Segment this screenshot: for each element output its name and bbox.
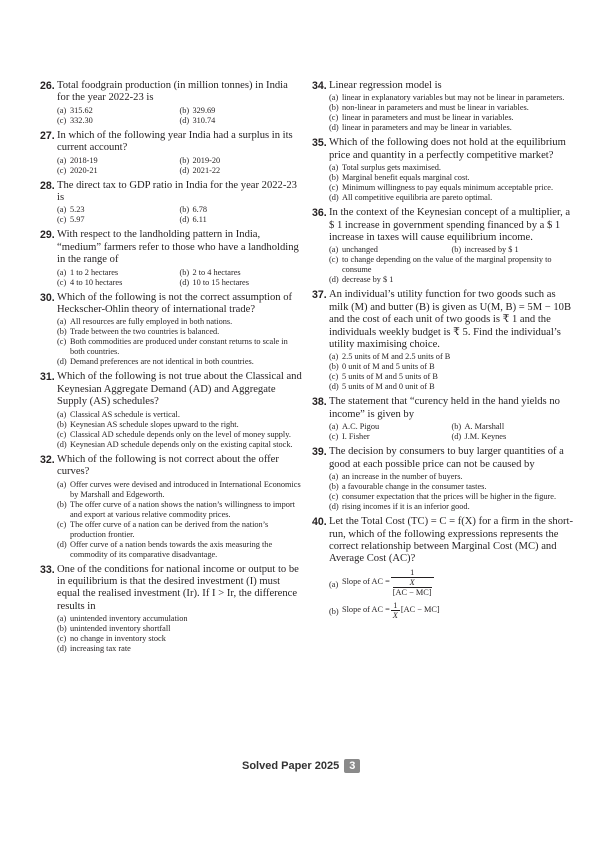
option-row xyxy=(329,245,574,255)
option-c xyxy=(57,278,180,288)
question-35 xyxy=(312,137,574,203)
option-label: (d) xyxy=(329,382,339,392)
option-b xyxy=(329,173,574,183)
option-b xyxy=(329,482,574,492)
question-number: 33. xyxy=(40,563,55,576)
page-footer xyxy=(242,758,360,774)
option-label: (c) xyxy=(57,115,67,125)
question-number: 30. xyxy=(40,291,55,304)
option-d xyxy=(180,215,303,225)
option-label: (d) xyxy=(57,357,67,367)
option-row xyxy=(329,432,574,442)
option-label: (c) xyxy=(57,337,67,347)
option-c xyxy=(329,492,574,502)
option-label: (a) xyxy=(57,267,67,277)
option-label: (c) xyxy=(57,277,67,287)
option-label: (b) xyxy=(329,103,339,113)
option-a xyxy=(329,352,574,362)
option-text: All resources are fully employed in both nations. xyxy=(70,317,233,327)
option-text: an increase in the number of buyers. xyxy=(342,472,463,482)
option-label: (d) xyxy=(57,644,67,654)
question-number: 27. xyxy=(40,129,55,142)
option-label: (b) xyxy=(57,327,67,337)
option-d xyxy=(57,440,302,450)
option-label: (c) xyxy=(329,183,339,193)
option-d xyxy=(57,540,302,560)
question-34 xyxy=(312,80,574,133)
option-d xyxy=(57,644,302,654)
option-d xyxy=(57,357,302,367)
option-text: increased by $ 1 xyxy=(464,245,519,255)
option-text: A. Marshall xyxy=(464,422,505,432)
option-b xyxy=(180,268,303,278)
option-label: (b) xyxy=(57,419,67,429)
option-text: to change depending on the value of the marginal propensity to consume xyxy=(342,255,552,275)
option-label: (a) xyxy=(329,352,339,362)
option-label: (d) xyxy=(179,165,190,175)
option-text: 2020-21 xyxy=(70,165,98,175)
option-a xyxy=(57,317,302,327)
option-row xyxy=(57,278,302,288)
option-a xyxy=(329,93,574,103)
option-d xyxy=(329,382,574,392)
option-label: (d) xyxy=(179,215,190,225)
option-label: (d) xyxy=(329,123,339,133)
fraction-b: $\frac{1}{X}$ xyxy=(392,600,398,620)
option-text: 2.5 units of M and 2.5 units of B xyxy=(342,352,451,362)
question-28 xyxy=(40,180,302,226)
option-label: (d) xyxy=(57,439,67,449)
question-text: With respect to the landholding pattern in India, “medium” farmers refer to those who have a landholding in the range of xyxy=(57,229,299,266)
question-37 xyxy=(312,289,574,392)
option-text: unintended inventory accumulation xyxy=(70,614,188,624)
option-b xyxy=(57,327,302,337)
option-label: (b) xyxy=(57,499,67,509)
question-33 xyxy=(40,564,302,655)
option-c xyxy=(57,337,302,357)
option-a xyxy=(57,614,302,624)
option-text: non-linear in parameters and must be linear in variables. xyxy=(342,103,529,113)
question-number: 29. xyxy=(40,229,55,242)
option-text: decrease by $ 1 xyxy=(342,275,394,285)
question-number: 31. xyxy=(40,371,55,384)
option-c xyxy=(329,372,574,382)
option-row xyxy=(57,116,302,126)
options xyxy=(312,472,574,512)
option-text: Classical AS schedule is vertical. xyxy=(70,409,180,419)
question-number: 26. xyxy=(40,80,55,92)
option-text: Keynesian AD schedule depends only on the existing capital stock. xyxy=(70,439,293,449)
option-b xyxy=(452,422,575,432)
option-a xyxy=(57,480,302,500)
option-a: (a) Slope of AC = 1 X [AC − MC] xyxy=(329,567,432,597)
option-b xyxy=(57,420,302,430)
option-row xyxy=(57,215,302,225)
option-text: a favourable change in the consumer tastes. xyxy=(342,482,487,492)
option-a xyxy=(57,410,302,420)
question-number: 34. xyxy=(312,80,327,92)
option-c xyxy=(329,113,574,123)
option-label: (a) xyxy=(57,155,67,165)
options xyxy=(312,422,574,442)
option-text: linear in parameters and may be linear in variables. xyxy=(342,123,512,133)
option-label: (b) xyxy=(179,267,190,277)
question-number: 40. xyxy=(312,516,327,529)
option-text: 2021-22 xyxy=(192,165,221,175)
option-text: 5.97 xyxy=(70,215,85,225)
question-31 xyxy=(40,371,302,449)
question-text: In which of the following year India had a surplus in its current account? xyxy=(57,129,293,154)
question-27 xyxy=(40,130,302,176)
option-text: 6.78 xyxy=(192,205,208,215)
option-text: Keynesian AS schedule slopes upward to the right. xyxy=(70,419,239,429)
question-text: Linear regression model is xyxy=(329,80,442,91)
option-a xyxy=(57,205,180,215)
option-c xyxy=(57,215,180,225)
option-text: Trade between the two countries is balanced. xyxy=(70,327,220,337)
option-label: (a) xyxy=(57,614,67,624)
options xyxy=(312,163,574,203)
question-text: One of the conditions for national income or output to be in equilibrium is that the desired investment (I) must equal the realised investment (Ir). If I > Ir, the difference results in xyxy=(57,563,299,612)
option-label: (b) xyxy=(329,362,339,372)
option-b xyxy=(329,103,574,113)
option-label: (a) xyxy=(57,479,67,489)
option-row xyxy=(329,422,574,432)
option-text: 2 to 4 hectares xyxy=(192,267,241,277)
option-c xyxy=(57,116,180,126)
option-d xyxy=(452,432,575,442)
option-label: (c) xyxy=(57,429,67,439)
option-label: (a) xyxy=(329,93,339,103)
question-number: 37. xyxy=(312,289,327,302)
question-number: 35. xyxy=(312,137,327,150)
option-text: A.C. Pigou xyxy=(342,422,380,432)
option-d xyxy=(180,166,303,176)
option-text: 1 to 2 hectares xyxy=(70,267,119,277)
option-text: Classical AD schedule depends only on the level of money supply. xyxy=(70,429,291,439)
option-label: (c) xyxy=(329,492,339,502)
question-36 xyxy=(312,207,574,285)
right-column xyxy=(312,80,574,624)
option-row xyxy=(57,106,302,116)
question-number: 32. xyxy=(40,453,55,466)
option-label: (d) xyxy=(329,502,339,512)
option-text: Total surplus gets maximised. xyxy=(342,163,441,173)
option-d xyxy=(329,275,574,285)
option-text: rising incomes if it is an inferior good. xyxy=(342,502,470,512)
option-label: (b) xyxy=(57,624,67,634)
option-label: (c) xyxy=(329,113,339,123)
option-text: 10 to 15 hectares xyxy=(192,277,249,287)
option-text: 2018-19 xyxy=(70,155,98,165)
option-b xyxy=(57,624,302,634)
option-text: 6.11 xyxy=(192,215,207,225)
option-text: 0 unit of M and 5 units of B xyxy=(342,362,435,372)
option-label: (a) xyxy=(57,409,67,419)
option-text: 310.74 xyxy=(192,115,216,125)
question-text: In the context of the Keynesian concept of a multiplier, a $ 1 increase in government spending financed by a $ 1 increase in taxes will cause equilibrium income. xyxy=(329,207,571,244)
option-label: (a) xyxy=(329,163,339,173)
option-text: Marginal benefit equals marginal cost. xyxy=(342,173,470,183)
option-text: 329.69 xyxy=(192,105,216,115)
option-b xyxy=(329,362,574,372)
option-b xyxy=(452,245,575,255)
fraction-a: 1 X [AC − MC] xyxy=(392,567,432,597)
option-label: (c) xyxy=(57,165,67,175)
option-label: (b) xyxy=(179,105,190,115)
option-a xyxy=(57,268,180,278)
option-label: (d) xyxy=(329,193,339,203)
question-text: Which of the following is not the correct assumption of Heckscher-Ohlin theory of international trade? xyxy=(57,291,293,316)
option-text: consumer expectation that the prices will be higher in the figure. xyxy=(342,492,557,502)
option-text: Both commodities are produced under constant returns to scale in both countries. xyxy=(70,337,288,357)
option-text: linear in explanatory variables but may not be linear in parameters. xyxy=(342,93,565,103)
option-label: (c) xyxy=(329,255,339,265)
option-text: increasing tax rate xyxy=(70,644,131,654)
options xyxy=(40,156,302,176)
question-32 xyxy=(40,454,302,560)
question-text: Which of the following is not true about the Classical and Keynesian Aggregate Demand (AD) and Aggregate Supply (AS) schedules? xyxy=(57,371,302,408)
question-text: An individual’s utility function for two goods such as milk (M) and butter (B) is given as U(M, B) = 5M − 10B and the cost of each unit of two goods is ₹ 1 and the individuals weekly budget is ₹ 5. Find the individual’s utility maximising choice. xyxy=(329,289,572,351)
option-text: linear in parameters and must be linear in variables. xyxy=(342,113,514,123)
option-label: (b) xyxy=(329,173,339,183)
question-39 xyxy=(312,446,574,512)
option-label: (c) xyxy=(57,519,67,529)
options xyxy=(40,614,302,654)
options xyxy=(40,106,302,126)
question-number: 39. xyxy=(312,446,327,459)
question-38 xyxy=(312,396,574,442)
question-number: 28. xyxy=(40,179,55,192)
option-d xyxy=(180,278,303,288)
question-text: The decision by consumers to buy larger quantities of a good at each possible price can not be caused by xyxy=(329,446,564,470)
option-label: (b) xyxy=(451,245,462,255)
option-label: (b) xyxy=(179,155,190,165)
option-a xyxy=(57,106,180,116)
option-b: (b) Slope of AC = $\frac{1}{X}$ [AC − MC] xyxy=(329,600,440,620)
option-label: (c) xyxy=(57,215,67,225)
option-label: (d) xyxy=(179,115,190,125)
options xyxy=(40,480,302,560)
option-a xyxy=(329,472,574,482)
option-label: (c) xyxy=(329,432,339,442)
option-label: (b) xyxy=(451,422,462,432)
option-label: (c) xyxy=(57,634,67,644)
option-label: (a) xyxy=(57,317,67,327)
option-text: unchanged xyxy=(342,245,378,255)
option-text: 4 to 10 hectares xyxy=(70,277,123,287)
question-26 xyxy=(40,80,302,126)
options xyxy=(312,93,574,133)
option-text: The offer curve of a nation can be derived from the nation’s production frontier. xyxy=(70,519,269,539)
option-d xyxy=(329,193,574,203)
option-row xyxy=(57,268,302,278)
option-b xyxy=(180,156,303,166)
option-label: (a) xyxy=(329,422,339,432)
question-29 xyxy=(40,229,302,287)
question-text: The direct tax to GDP ratio in India for the year 2022-23 is xyxy=(57,179,297,204)
question-text: Which of the following is not correct about the offer curves? xyxy=(57,453,279,478)
option-b xyxy=(57,500,302,520)
option-text: 5.23 xyxy=(70,205,85,215)
option-label: (a) xyxy=(329,245,339,255)
option-text: Offer curve of a nation bends towards the axis measuring the commodity of its comparative disadvantage. xyxy=(70,539,273,559)
option-text: 5 units of M and 5 units of B xyxy=(342,372,438,382)
option-text: Offer curves were devised and introduced in International Economics by Marshall and Edgeworth. xyxy=(70,479,301,499)
option-label: (d) xyxy=(451,432,462,442)
option-c xyxy=(57,166,180,176)
option-label: (a) xyxy=(329,472,339,482)
option-a xyxy=(329,245,452,255)
options xyxy=(312,245,574,285)
option-label: (d) xyxy=(57,539,67,549)
option-text: J.M. Keynes xyxy=(464,432,507,442)
options xyxy=(40,268,302,288)
question-number: 38. xyxy=(312,396,327,409)
option-text: All competitive equilibria are pareto optimal. xyxy=(342,193,493,203)
option-label: (a) xyxy=(57,205,67,215)
option-text: Demand preferences are not identical in both countries. xyxy=(70,357,254,367)
option-a xyxy=(57,156,180,166)
option-c xyxy=(57,430,302,440)
option-b xyxy=(180,205,303,215)
option-d xyxy=(329,502,574,512)
left-column xyxy=(40,80,302,658)
option-row xyxy=(57,156,302,166)
options xyxy=(40,205,302,225)
option-text: I. Fisher xyxy=(342,432,370,442)
option-label: (d) xyxy=(179,277,190,287)
question-text: Total foodgrain production (in million tonnes) in India for the year 2022-23 is xyxy=(57,80,288,104)
option-c xyxy=(57,520,302,540)
option-a xyxy=(329,422,452,432)
option-text: 315.62 xyxy=(70,105,93,115)
footer-title: Solved Paper 2025 xyxy=(242,760,340,772)
option-row xyxy=(57,166,302,176)
options xyxy=(40,410,302,450)
option-c xyxy=(57,634,302,644)
option-text: 332.30 xyxy=(70,115,93,125)
option-text: The offer curve of a nation shows the nation’s willingness to import and export at various relative commodity prices. xyxy=(70,499,295,519)
question-text: Which of the following does not hold at the equilibrium price and quantity in a perfectly competitive market? xyxy=(329,137,566,161)
option-text: 2019-20 xyxy=(192,155,221,165)
question-40 xyxy=(312,516,574,620)
option-c xyxy=(329,432,452,442)
question-text: Let the Total Cost (TC) = C = f(X) for a firm in the short-run, which of the following expressions represents the correct relationship between Marginal Cost (MC) and Average Cost (AC)? xyxy=(329,516,574,565)
option-b xyxy=(180,106,303,116)
option-row xyxy=(57,205,302,215)
question-number: 36. xyxy=(312,207,327,220)
option-label: (b) xyxy=(329,482,339,492)
option-text: no change in inventory stock xyxy=(70,634,166,644)
option-d xyxy=(180,116,303,126)
options xyxy=(312,352,574,392)
option-text: Minimum willingness to pay equals minimum acceptable price. xyxy=(342,183,554,193)
question-30 xyxy=(40,292,302,368)
option-d xyxy=(329,123,574,133)
option-text: unintended inventory shortfall xyxy=(70,624,171,634)
question-text: The statement that “curency held in the hand yields no income” is given by xyxy=(329,396,560,420)
option-label: (d) xyxy=(329,275,339,285)
page-number: 3 xyxy=(344,759,360,773)
option-c xyxy=(329,255,574,275)
option-a xyxy=(329,163,574,173)
option-label: (a) xyxy=(57,105,67,115)
options xyxy=(40,317,302,367)
option-label: (c) xyxy=(329,372,339,382)
option-label: (b) xyxy=(179,205,190,215)
option-text: 5 units of M and 0 unit of B xyxy=(342,382,435,392)
option-c xyxy=(329,183,574,193)
